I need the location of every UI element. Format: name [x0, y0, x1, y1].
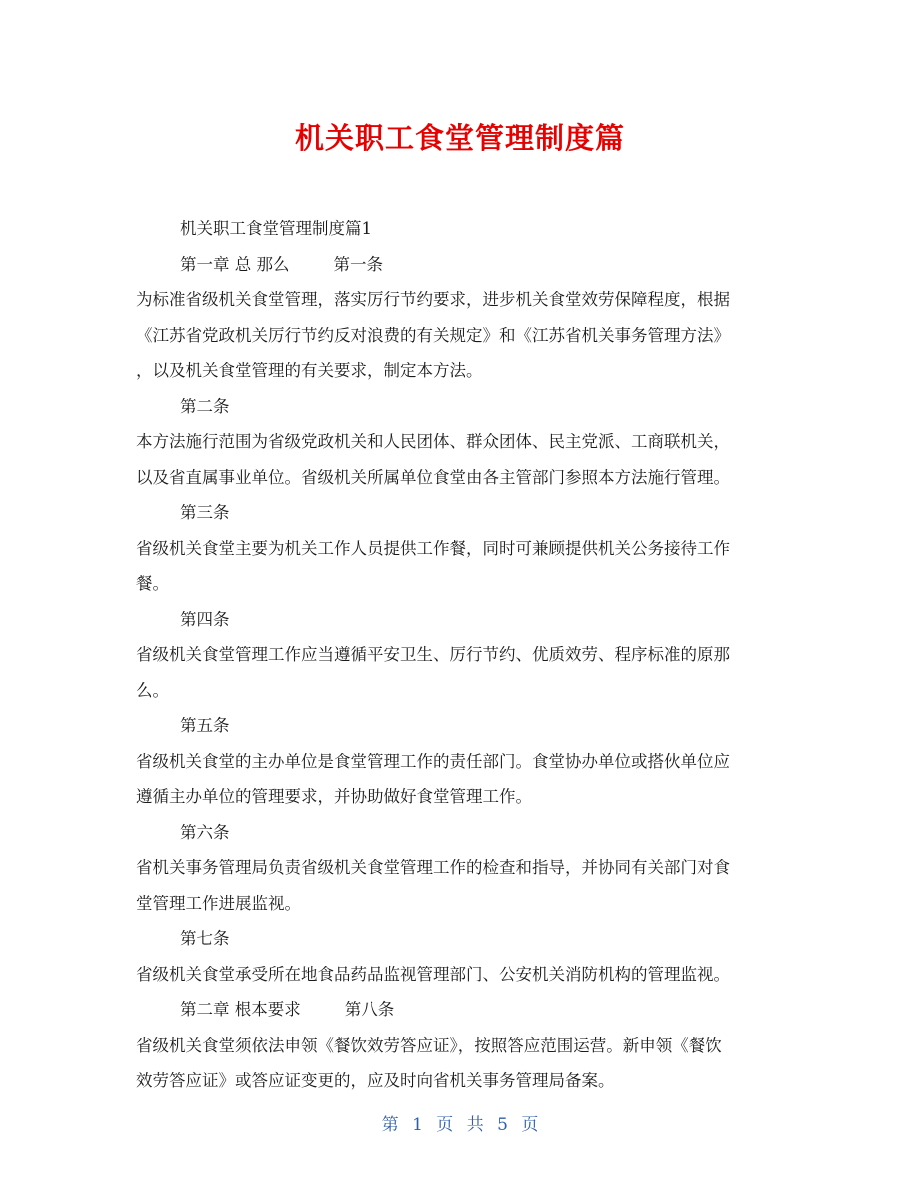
line-text: 《江苏省党政机关厉行节约反对浪费的有关规定》和《江苏省机关事务管理方法》 — [136, 325, 730, 345]
document-line — [136, 673, 788, 709]
document-line — [136, 282, 788, 318]
footer-prefix: 第 — [381, 1115, 399, 1135]
line-text: 省级机关食堂的主办单位是食堂管理工作的责任部门。食堂协办单位或搭伙单位应 — [136, 751, 730, 771]
line-text: 省级机关食堂须依法申领《餐饮效劳答应证》，按照答应范围运营。新申领《餐饮 — [136, 1035, 722, 1055]
line-text: 省级机关食堂管理工作应当遵循平安卫生、厉行节约、优质效劳、程序标准的原那 — [136, 645, 730, 664]
footer-total-pages: 5 — [497, 1115, 508, 1135]
document-line — [136, 460, 788, 496]
line-text: 堂管理工作进展监视。 — [136, 893, 301, 913]
document-body — [136, 211, 788, 1099]
footer-page-end-label: 页 — [521, 1115, 539, 1135]
line-text: ，以及机关食堂管理的有关要求，制定本方法。 — [136, 361, 483, 380]
document-line — [136, 389, 788, 425]
line-text-secondary: 第八条 — [344, 1000, 395, 1019]
line-text: 为标准省级机关食堂管理，落实厉行节约要求，进步机关食堂效劳保障程度，根据 — [136, 290, 730, 309]
document-line — [136, 850, 788, 886]
line-text: 省级机关食堂承受所在地食品药品监视管理部门、公安机关消防机构的管理监视。 — [136, 964, 730, 984]
document-line — [136, 708, 788, 744]
document-line — [136, 921, 788, 957]
line-text: 省机关事务管理局负责省级机关食堂管理工作的检查和指导，并协同有关部门对食 — [136, 858, 730, 877]
document-title: 机关职工食堂管理制度篇 — [294, 121, 625, 155]
document-line — [136, 424, 788, 460]
line-text: 第六条 — [180, 822, 230, 842]
document-line — [136, 779, 788, 815]
line-text: 第四条 — [180, 609, 230, 629]
document-line — [136, 211, 788, 247]
line-text: 第二章 根本要求 — [180, 1000, 301, 1019]
line-text: 省级机关食堂主要为机关工作人员提供工作餐，同时可兼顾提供机关公务接待工作 — [136, 538, 730, 558]
document-line — [136, 1063, 788, 1099]
line-text: 第七条 — [180, 929, 230, 948]
document-line — [136, 744, 788, 780]
document-line — [136, 637, 788, 673]
document-line — [136, 815, 788, 851]
line-text: 以及省直属事业单位。省级机关所属单位食堂由各主管部门参照本方法施行管理。 — [136, 467, 730, 487]
line-text: 第二条 — [180, 396, 230, 416]
page-footer — [0, 1110, 920, 1140]
document-line — [136, 247, 788, 283]
footer-page-label: 页 — [436, 1115, 454, 1135]
footer-current-page: 1 — [412, 1115, 423, 1135]
line-text: 餐。 — [136, 574, 169, 593]
document-line — [136, 566, 788, 602]
line-text: 第三条 — [180, 503, 230, 522]
document-line — [136, 992, 788, 1028]
footer-total-label: 共 — [466, 1115, 484, 1135]
line-text: 么。 — [136, 680, 169, 700]
document-line — [136, 531, 788, 567]
line-text: 遵循主办单位的管理要求，并协助做好食堂管理工作。 — [136, 787, 532, 806]
document-line — [136, 495, 788, 531]
line-text: 机关职工食堂管理制度篇1 — [180, 219, 372, 238]
line-text: 第一章 总 那么 — [180, 254, 290, 274]
document-line — [136, 318, 788, 354]
document-line — [136, 602, 788, 638]
line-text: 本方法施行范围为省级党政机关和人民团体、群众团体、民主党派、工商联机关， — [136, 432, 730, 451]
line-text-secondary: 第一条 — [333, 254, 383, 274]
document-line — [136, 1028, 788, 1064]
document-line — [136, 886, 788, 922]
document-line — [136, 353, 788, 389]
document-line — [136, 957, 788, 993]
line-text: 第五条 — [180, 716, 230, 735]
line-text: 效劳答应证》或答应证变更的，应及时向省机关事务管理局备案。 — [136, 1071, 615, 1090]
